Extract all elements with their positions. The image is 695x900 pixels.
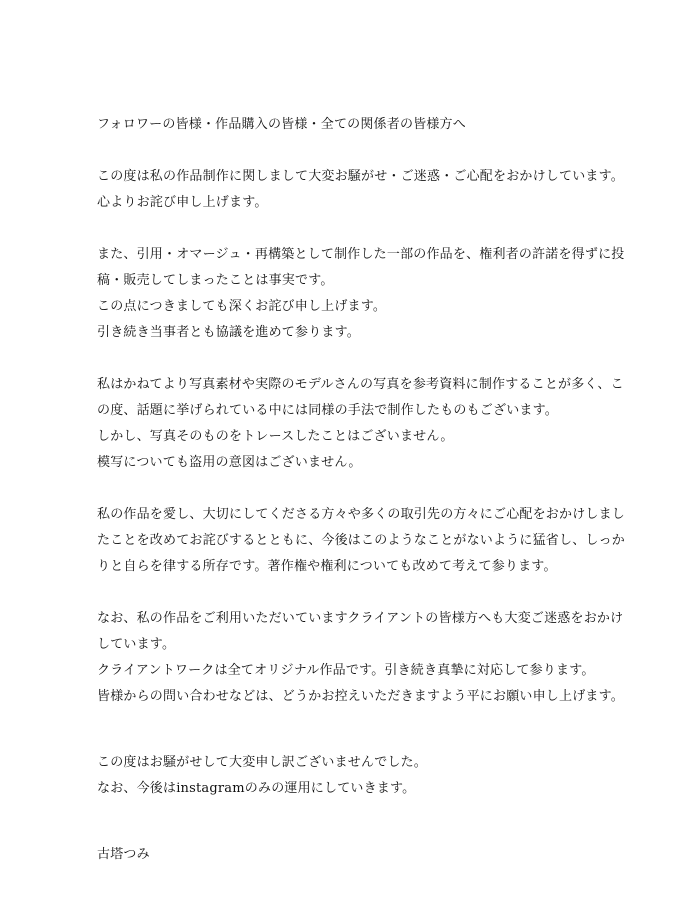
paragraph-line: 私はかねてより写真素材や実際のモデルさんの写真を参考資料に制作することが多く、こ [97, 377, 624, 392]
paragraph-line: 模写についても盗用の意図はございません。 [97, 455, 362, 470]
paragraph-gap [97, 346, 617, 372]
paragraph-line: また、引用・オマージュ・再構築として制作した一部の作品を、権利者の許諾を得ずに投 [97, 247, 625, 262]
paragraph-line: なお、私の作品をご利用いただいていますクライアントの皆様方へも大変ご迷惑をおかけ [97, 611, 624, 626]
paragraph-line: 稿・販売してしまったことは事実です。 [97, 273, 334, 288]
paragraph-gap [97, 710, 617, 750]
paragraph-line: この点につきましても深くお詫び申し上げます。 [97, 299, 387, 314]
paragraph-4 [97, 502, 626, 580]
paragraph-gap [97, 476, 617, 502]
paragraph-line: この度はお騒がせして大変申し訳ございませんでした。 [97, 755, 428, 770]
paragraph-1 [97, 164, 624, 216]
paragraph-line: 心よりお詫び申し上げます。 [97, 195, 268, 210]
paragraph-gap [97, 580, 617, 606]
paragraph-gap [97, 216, 617, 242]
paragraph-line: 皆様からの問い合わせなどは、どうかお控えいただきますよう平にお願い申し上げます。 [97, 689, 624, 704]
paragraph-6 [97, 750, 617, 802]
paragraph-line: 引き続き当事者とも協議を進めて参ります。 [97, 325, 360, 340]
paragraph-gap [97, 138, 617, 164]
paragraph-line: りと自らを律する所存です。著作権や権利についても改めて考えて参ります。 [97, 559, 557, 574]
signature: 古塔つみ [97, 847, 150, 862]
paragraph-5 [97, 606, 624, 710]
paragraph-line: この度は私の作品制作に関しまして大変お騒がせ・ご迷惑・ご心配をおかけしています。 [97, 169, 624, 184]
paragraph-line: の度、話題に挙げられている中には同様の手法で制作したものもございます。 [97, 403, 558, 418]
paragraph-line: たことを改めてお詫びするとともに、今後はこのようなことがないように猛省し、しっか [97, 533, 626, 548]
paragraph-line: 私の作品を愛し、大切にしてくださる方々や多くの取引先の方々にご心配をおかけしまし [97, 507, 626, 522]
paragraph-3 [97, 372, 624, 476]
apology-letter [97, 112, 626, 868]
paragraph-gap [97, 802, 617, 842]
paragraph-line: しかし、写真そのものをトレースしたことはございません。 [97, 429, 454, 444]
paragraph-2 [97, 242, 625, 346]
paragraph-line: なお、今後はinstagramのみの運用にしていきます。 [97, 781, 416, 796]
salutation: フォロワーの皆様・作品購入の皆様・全ての関係者の皆様方へ [97, 117, 466, 132]
paragraph-line: しています。 [97, 637, 176, 652]
paragraph-line: クライアントワークは全てオリジナル作品です。引き続き真摯に対応して参ります。 [97, 663, 595, 678]
